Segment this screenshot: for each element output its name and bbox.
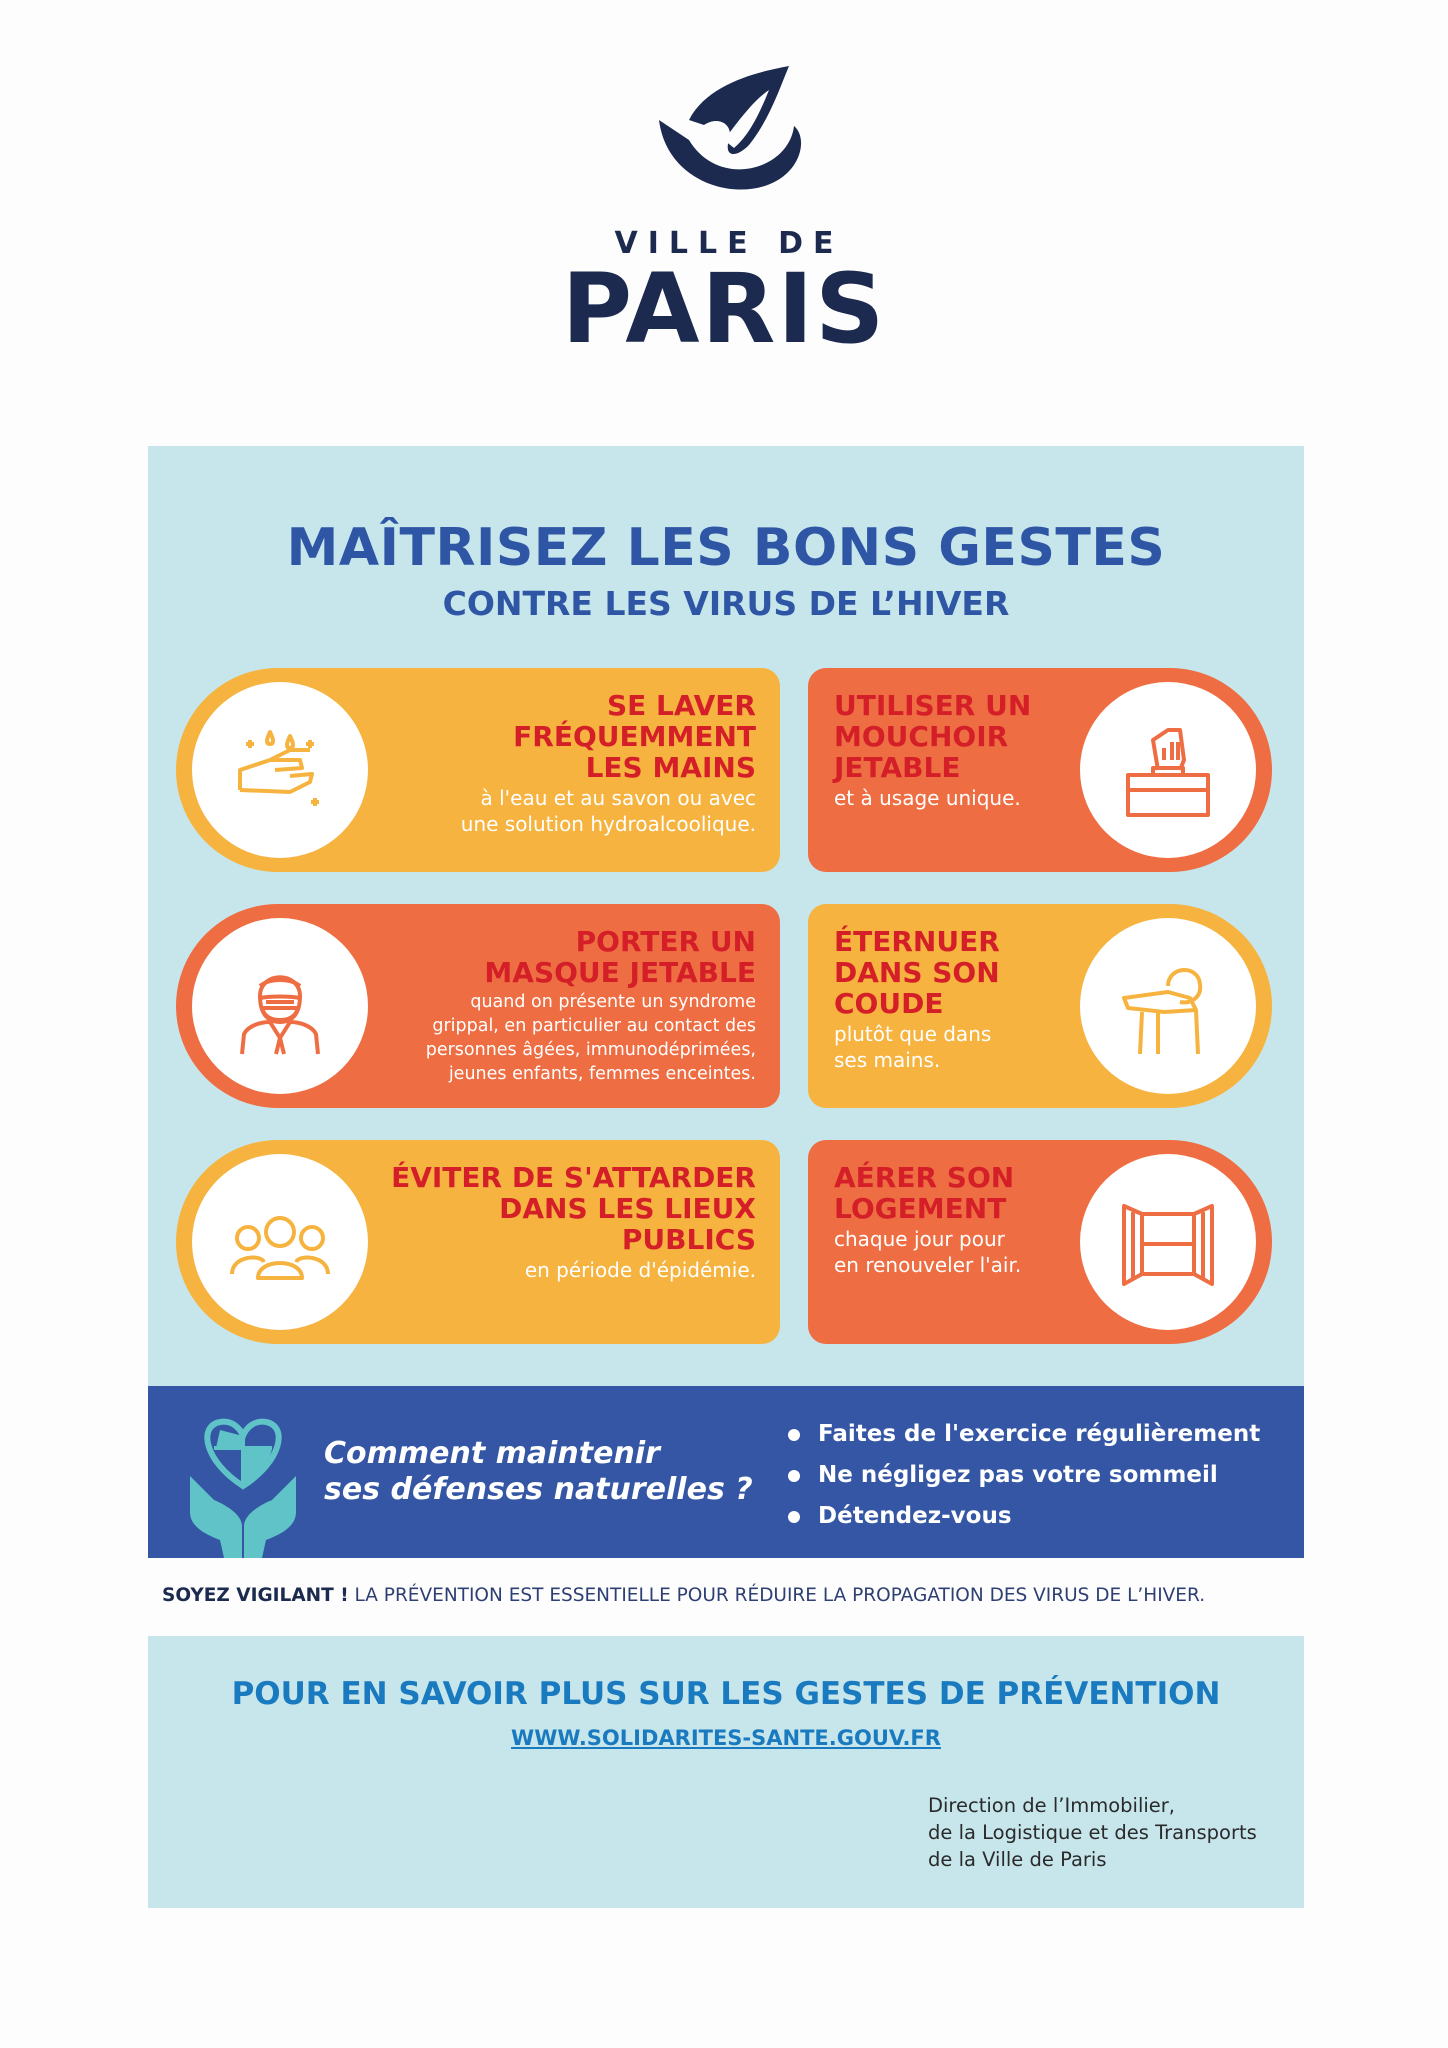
card-face-mask — [176, 904, 780, 1108]
card-description: quand on présente un syndrome grippal, en particulier au contact des personnes âgées, immunodéprimées, jeunes enfants, femmes enceintes. — [425, 992, 756, 1084]
ville-de-paris-logo — [0, 60, 1448, 365]
poster-subtitle: CONTRE LES VIRUS DE L’HIVER — [442, 584, 1010, 623]
tips-list — [788, 1414, 1260, 1537]
card-description: et à usage unique. — [834, 786, 1021, 810]
card-heading: ÉVITER DE S'ATTARDER DANS LES LIEUX PUBLICS — [391, 1161, 756, 1256]
website-link[interactable]: WWW.SOLIDARITES-SANTE.GOUV.FR — [511, 1726, 941, 1750]
card-description: plutôt que dans ses mains. — [834, 1022, 992, 1072]
card-heading: SE LAVER FRÉQUEMMENT LES MAINS — [513, 689, 756, 784]
vigilance-notice: SOYEZ VIGILANT ! LA PRÉVENTION EST ESSENTIELLE POUR RÉDUIRE LA PROPAGATION DES VIRUS DE L’HIVER. — [162, 1585, 1206, 1606]
band-question: Comment maintenir ses défenses naturelles ? — [324, 1436, 753, 1507]
card-air-home — [808, 1140, 1272, 1344]
card-heading: PORTER UN MASQUE JETABLE — [484, 925, 756, 989]
list-item: Faites de l'exercice régulièrement — [788, 1414, 1260, 1455]
footer-credit: Direction de l’Immobilier, de la Logistique et des Transports de la Ville de Paris — [928, 1794, 1257, 1871]
paris-boat-emblem-icon — [629, 60, 819, 220]
list-item: Détendez-vous — [788, 1496, 1260, 1537]
hand-washing-icon — [230, 720, 330, 820]
card-heading: AÉRER SON LOGEMENT — [834, 1161, 1015, 1225]
logo-paris: PARIS — [561, 253, 887, 365]
footer-title: POUR EN SAVOIR PLUS SUR LES GESTES DE PRÉVENTION — [231, 1676, 1221, 1712]
card-description: en période d'épidémie. — [524, 1258, 756, 1282]
natural-defenses-band — [148, 1386, 1304, 1558]
card-avoid-public-places — [176, 1140, 780, 1344]
card-description: chaque jour pour en renouveler l'air. — [834, 1227, 1022, 1277]
card-sneeze-elbow — [808, 904, 1272, 1108]
sneeze-elbow-icon — [1118, 956, 1218, 1056]
card-description: à l'eau et au savon ou avec une solution hydroalcoolique. — [460, 786, 756, 836]
face-mask-icon — [230, 956, 330, 1056]
list-item: Ne négligez pas votre sommeil — [788, 1455, 1260, 1496]
logo-ville-de: VILLE DE — [614, 226, 844, 261]
card-heading: UTILISER UN MOUCHOIR JETABLE — [834, 689, 1032, 784]
heart-shield-hands-icon — [184, 1416, 302, 1558]
open-window-icon — [1118, 1192, 1218, 1292]
card-wash-hands — [176, 668, 780, 872]
tissue-box-icon — [1118, 720, 1218, 820]
footer-panel — [148, 1636, 1304, 1908]
card-heading: ÉTERNUER DANS SON COUDE — [834, 925, 1000, 1020]
crowd-icon — [230, 1192, 330, 1292]
card-disposable-tissue — [808, 668, 1272, 872]
poster-title: MAÎTRISEZ LES BONS GESTES — [286, 518, 1166, 578]
gestures-panel — [148, 446, 1304, 1386]
